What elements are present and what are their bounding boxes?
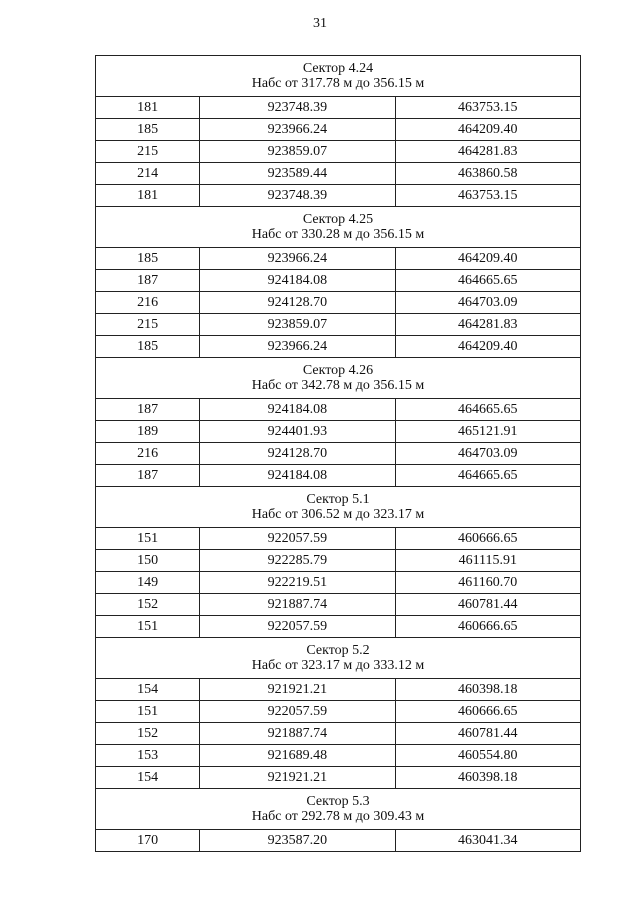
point-number-cell: 151 <box>96 701 200 723</box>
x-coordinate-cell: 921689.48 <box>200 745 395 767</box>
point-number-cell: 216 <box>96 292 200 314</box>
sector-title: Сектор 4.26 <box>302 363 374 378</box>
sector-header-row <box>96 789 581 830</box>
table-row <box>96 767 581 789</box>
y-coordinate-cell: 464703.09 <box>395 443 580 465</box>
x-coordinate-cell: 921887.74 <box>200 723 395 745</box>
x-coordinate-cell: 923587.20 <box>200 830 395 852</box>
sector-title: Сектор 4.24 <box>302 61 374 76</box>
y-coordinate-cell: 463860.58 <box>395 163 580 185</box>
x-coordinate-cell: 923966.24 <box>200 119 395 141</box>
sector-header-row <box>96 207 581 248</box>
table-row <box>96 594 581 616</box>
x-coordinate-cell: 923859.07 <box>200 141 395 163</box>
table-row <box>96 119 581 141</box>
y-coordinate-cell: 463041.34 <box>395 830 580 852</box>
x-coordinate-cell: 922057.59 <box>200 528 395 550</box>
point-number-cell: 152 <box>96 594 200 616</box>
sector-height-range: Набс от 342.78 м до 356.15 м <box>251 378 425 393</box>
x-coordinate-cell: 922219.51 <box>200 572 395 594</box>
point-number-cell: 189 <box>96 421 200 443</box>
x-coordinate-cell: 921887.74 <box>200 594 395 616</box>
sector-header-cell <box>96 56 581 97</box>
y-coordinate-cell: 464665.65 <box>395 465 580 487</box>
x-coordinate-cell: 923859.07 <box>200 314 395 336</box>
point-number-cell: 181 <box>96 97 200 119</box>
point-number-cell: 215 <box>96 141 200 163</box>
x-coordinate-cell: 924128.70 <box>200 292 395 314</box>
point-number-cell: 170 <box>96 830 200 852</box>
sector-title: Сектор 5.3 <box>306 794 370 809</box>
table-row <box>96 399 581 421</box>
sector-height-range: Набс от 317.78 м до 356.15 м <box>251 76 425 91</box>
y-coordinate-cell: 464703.09 <box>395 292 580 314</box>
sector-header-row <box>96 358 581 399</box>
y-coordinate-cell: 461115.91 <box>395 550 580 572</box>
table-row <box>96 465 581 487</box>
table-row <box>96 443 581 465</box>
table-row <box>96 550 581 572</box>
y-coordinate-cell: 460398.18 <box>395 767 580 789</box>
y-coordinate-cell: 464665.65 <box>395 270 580 292</box>
point-number-cell: 154 <box>96 767 200 789</box>
page-number: 31 <box>313 16 327 31</box>
x-coordinate-cell: 923589.44 <box>200 163 395 185</box>
sector-header-cell <box>96 207 581 248</box>
x-coordinate-cell: 922057.59 <box>200 616 395 638</box>
sector-height-range: Набс от 330.28 м до 356.15 м <box>251 227 425 242</box>
y-coordinate-cell: 463753.15 <box>395 97 580 119</box>
table-row <box>96 248 581 270</box>
y-coordinate-cell: 464209.40 <box>395 336 580 358</box>
sector-header-row <box>96 487 581 528</box>
x-coordinate-cell: 921921.21 <box>200 679 395 701</box>
table-row <box>96 97 581 119</box>
point-number-cell: 185 <box>96 336 200 358</box>
sector-height-range: Набс от 292.78 м до 309.43 м <box>251 809 425 824</box>
table-row <box>96 679 581 701</box>
sector-header-cell <box>96 638 581 679</box>
table-row <box>96 270 581 292</box>
table-row <box>96 745 581 767</box>
y-coordinate-cell: 460781.44 <box>395 594 580 616</box>
table-row <box>96 421 581 443</box>
point-number-cell: 152 <box>96 723 200 745</box>
x-coordinate-cell: 924184.08 <box>200 465 395 487</box>
x-coordinate-cell: 921921.21 <box>200 767 395 789</box>
y-coordinate-cell: 464665.65 <box>395 399 580 421</box>
sector-header-cell <box>96 789 581 830</box>
point-number-cell: 151 <box>96 528 200 550</box>
x-coordinate-cell: 923966.24 <box>200 336 395 358</box>
x-coordinate-cell: 924401.93 <box>200 421 395 443</box>
sector-header-row <box>96 56 581 97</box>
table-row <box>96 701 581 723</box>
y-coordinate-cell: 464281.83 <box>395 141 580 163</box>
x-coordinate-cell: 924184.08 <box>200 270 395 292</box>
point-number-cell: 185 <box>96 119 200 141</box>
point-number-cell: 215 <box>96 314 200 336</box>
table-row <box>96 723 581 745</box>
y-coordinate-cell: 460666.65 <box>395 616 580 638</box>
x-coordinate-cell: 922285.79 <box>200 550 395 572</box>
x-coordinate-cell: 923748.39 <box>200 185 395 207</box>
table-row <box>96 528 581 550</box>
coordinates-table <box>95 55 581 852</box>
sector-header-row <box>96 638 581 679</box>
y-coordinate-cell: 460666.65 <box>395 528 580 550</box>
y-coordinate-cell: 460666.65 <box>395 701 580 723</box>
x-coordinate-cell: 924184.08 <box>200 399 395 421</box>
table-row <box>96 163 581 185</box>
point-number-cell: 187 <box>96 399 200 421</box>
point-number-cell: 151 <box>96 616 200 638</box>
sector-title: Сектор 4.25 <box>302 212 374 227</box>
table-row <box>96 185 581 207</box>
point-number-cell: 153 <box>96 745 200 767</box>
point-number-cell: 181 <box>96 185 200 207</box>
sector-title: Сектор 5.2 <box>306 643 370 658</box>
y-coordinate-cell: 464281.83 <box>395 314 580 336</box>
sector-header-cell <box>96 358 581 399</box>
table-row <box>96 314 581 336</box>
y-coordinate-cell: 460781.44 <box>395 723 580 745</box>
table-row <box>96 141 581 163</box>
sector-height-range: Набс от 323.17 м до 333.12 м <box>251 658 425 673</box>
y-coordinate-cell: 465121.91 <box>395 421 580 443</box>
y-coordinate-cell: 463753.15 <box>395 185 580 207</box>
y-coordinate-cell: 461160.70 <box>395 572 580 594</box>
sector-header-cell <box>96 487 581 528</box>
point-number-cell: 150 <box>96 550 200 572</box>
table-row <box>96 830 581 852</box>
y-coordinate-cell: 460554.80 <box>395 745 580 767</box>
point-number-cell: 216 <box>96 443 200 465</box>
x-coordinate-cell: 923748.39 <box>200 97 395 119</box>
y-coordinate-cell: 464209.40 <box>395 248 580 270</box>
sector-height-range: Набс от 306.52 м до 323.17 м <box>251 507 425 522</box>
point-number-cell: 149 <box>96 572 200 594</box>
table-row <box>96 572 581 594</box>
y-coordinate-cell: 460398.18 <box>395 679 580 701</box>
point-number-cell: 154 <box>96 679 200 701</box>
x-coordinate-cell: 922057.59 <box>200 701 395 723</box>
point-number-cell: 214 <box>96 163 200 185</box>
table-row <box>96 616 581 638</box>
x-coordinate-cell: 924128.70 <box>200 443 395 465</box>
x-coordinate-cell: 923966.24 <box>200 248 395 270</box>
y-coordinate-cell: 464209.40 <box>395 119 580 141</box>
point-number-cell: 185 <box>96 248 200 270</box>
point-number-cell: 187 <box>96 270 200 292</box>
point-number-cell: 187 <box>96 465 200 487</box>
table-row <box>96 292 581 314</box>
table-row <box>96 336 581 358</box>
coordinates-table-body <box>96 56 581 852</box>
sector-title: Сектор 5.1 <box>306 492 370 507</box>
